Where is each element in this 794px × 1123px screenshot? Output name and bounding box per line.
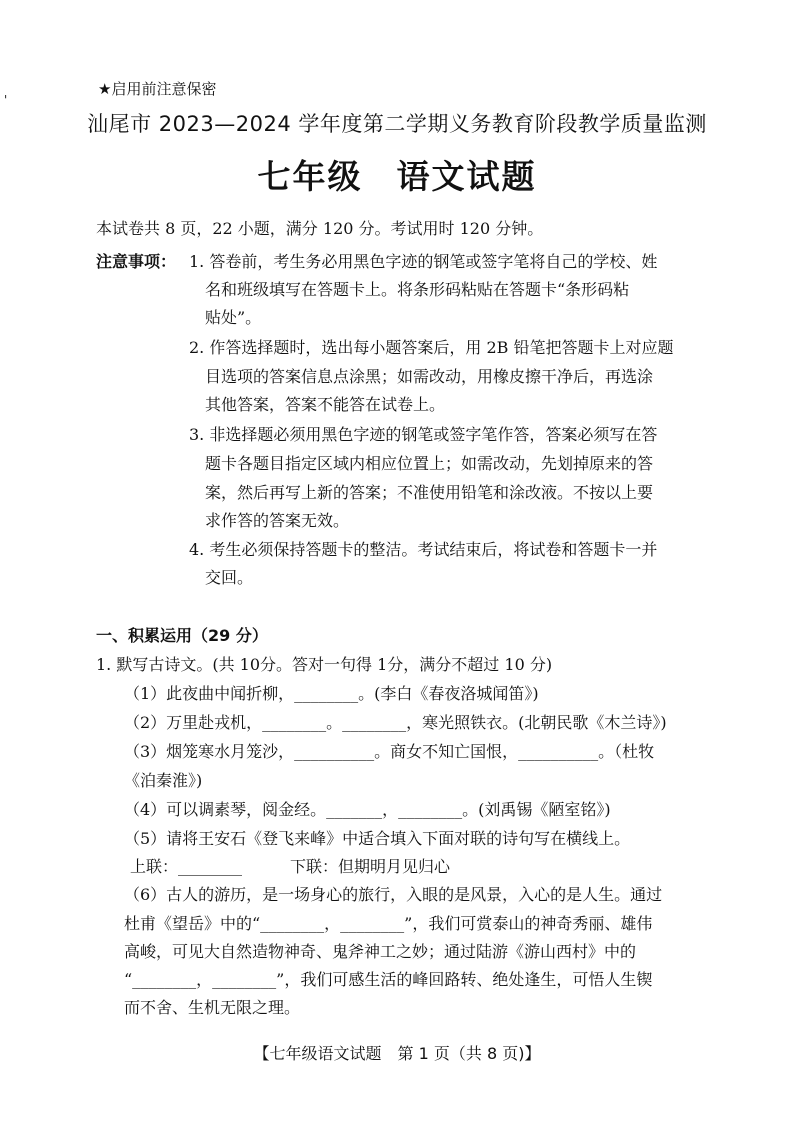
- question-item: （1）此夜曲中闻折柳，________。(李白《春夜洛城闻笛》): [124, 684, 539, 703]
- notes-line: 4. 考生必须保持答题卡的整洁。考试结束后，将试卷和答题卡一并: [189, 540, 658, 559]
- notes-line: 1. 答卷前，考生务必用黑色字迹的钢笔或签字笔将自己的学校、姓: [189, 252, 658, 271]
- exam-header-title: 汕尾市 2023—2024 学年度第二学期义务教育阶段教学质量监测: [87, 112, 707, 136]
- notes-line: 题卡各题目指定区域内相应位置上；如需改动，先划掉原来的答: [205, 454, 654, 473]
- question-item: （6）古人的游历，是一场身心的旅行，入眼的是风景，入心的是人生。通过: [124, 885, 663, 904]
- stray-mark: ': [4, 93, 8, 107]
- question-item: （3）烟笼寒水月笼沙，__________。商女不知亡国恨，__________。（杜牧: [124, 742, 655, 761]
- notes-line: 其他答案，答案不能答在试卷上。: [205, 395, 446, 414]
- question-item: 而不舍、生机无限之理。: [124, 998, 301, 1017]
- section-heading: 一、积累运用（29 分）: [96, 626, 268, 645]
- question-item: （5）请将王安石《登飞来峰》中适合填入下面对联的诗句写在横线上。: [124, 829, 631, 848]
- notes-line: 2. 作答选择题时，选出每小题答案后，用 2B 铅笔把答题卡上对应题: [189, 338, 674, 357]
- question-item: （4）可以调素琴，阅金经。_______，________。(刘禹锡《陋室铭》): [124, 800, 611, 819]
- intro-text: 本试卷共 8 页，22 小题，满分 120 分。考试用时 120 分钟。: [96, 219, 544, 238]
- notes-line: 交回。: [205, 568, 254, 587]
- notes-line: 案，然后再写上新的答案；不准使用铅笔和涂改液。不按以上要: [205, 483, 654, 502]
- question-item: 《泊秦淮》): [124, 771, 203, 790]
- notes-line: 名和班级填写在答题卡上。将条形码粘贴在答题卡“条形码粘: [205, 280, 630, 299]
- question-item: 杜甫《望岳》中的“________，________”，我们可赏泰山的神奇秀丽、雄伟: [124, 914, 653, 933]
- question-item: 高峻，可见大自然造物神奇、鬼斧神工之妙；通过陆游《游山西村》中的: [124, 942, 637, 961]
- confidential-notice: ★启用前注意保密: [98, 80, 217, 98]
- page-title: [0, 151, 794, 198]
- couplet-line: 上联：________ 下联：但期明月见归心: [130, 857, 451, 876]
- grade-label: 七年级: [257, 157, 363, 196]
- notes-line: 3. 非选择题必须用黑色字迹的钢笔或签字笔作答，答案必须写在答: [189, 425, 658, 444]
- notes-line: 求作答的答案无效。: [205, 511, 350, 530]
- notes-line: 目选项的答案信息点涂黑；如需改动，用橡皮擦干净后，再选涂: [205, 367, 654, 386]
- question-item: “________，________”，我们可感生活的峰回路转、绝处逢生，可悟人生锲: [124, 970, 653, 989]
- question-1: 1. 默写古诗文。(共 10分。答对一句得 1分，满分不超过 10 分): [96, 655, 553, 674]
- notes-line: 贴处”。: [205, 308, 262, 327]
- page-footer: 【七年级语文试题 第 1 页（共 8 页)】: [253, 1044, 541, 1063]
- question-item: （2）万里赴戎机，________。________，寒光照铁衣。(北朝民歌《木兰诗》): [124, 713, 667, 732]
- subject-label: 语文试题: [396, 157, 537, 196]
- notes-label: 注意事项：: [96, 252, 177, 271]
